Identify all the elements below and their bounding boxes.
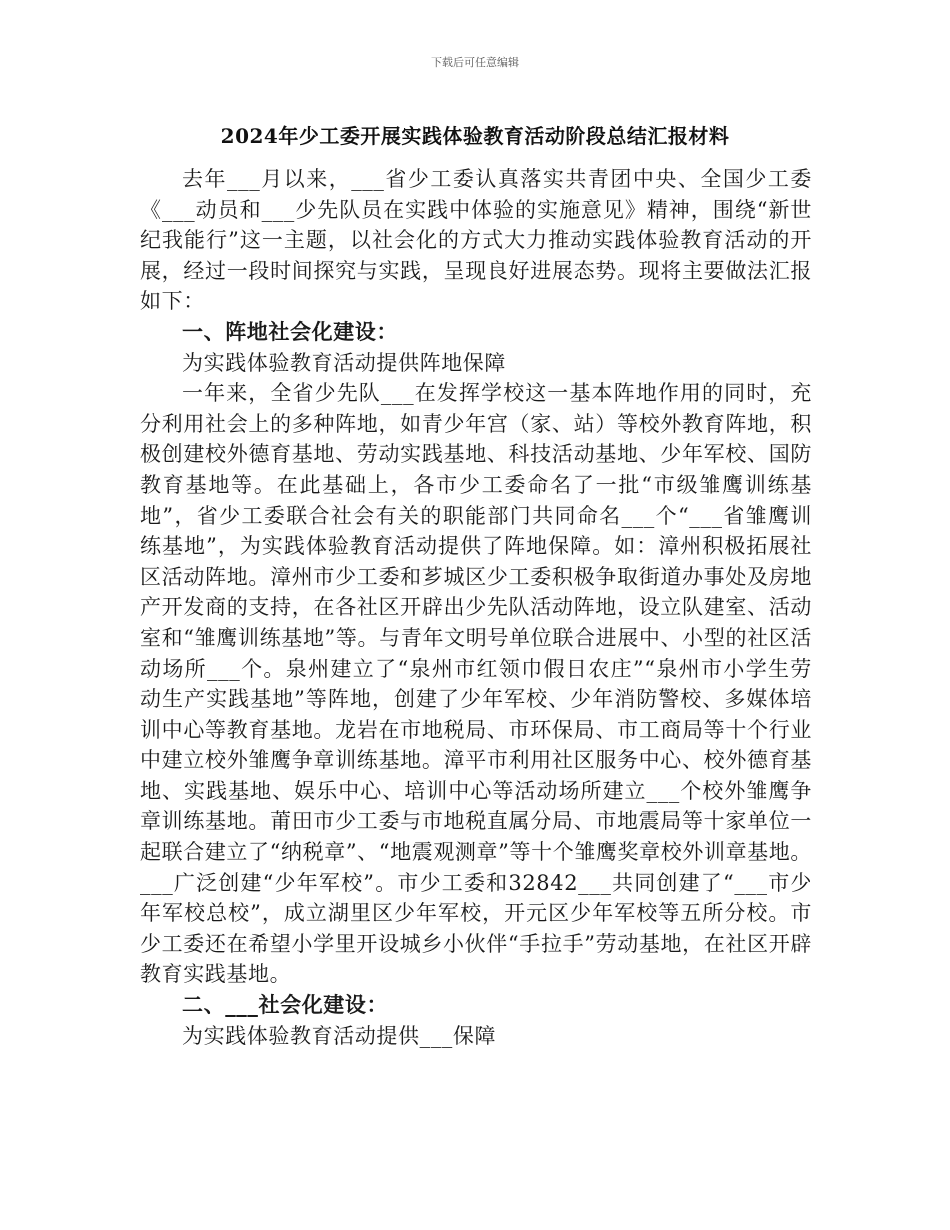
section-heading-2: 二、___社会化建设： [182, 992, 389, 1018]
paragraph-section-1: 一年来，全省少先队___在发挥学校这一基本阵地作用的同时，充分利用社会上的多种阵地，如青少年宫（家、站）等校外教育阵地，积极创建校外德育基地、劳动实践基地、科技活动基地、少年军校、国防教育基地等。在此基础上，各市少工委命名了一批“市级雏鹰训练基地”，省少工委联合社会有关的职能部门共同命名___个“___省雏鹰训练基地”，为实践体验教育活动提供了阵地保障。如：漳州积极拓展社区活动阵地。漳州市少工委和芗城区少工委积极争取街道办事处及房地产开发商的支持，在各社区开辟出少先队活动阵地，设立队建室、活动室和“雏鹰训练基地”等。与青年文明号单位联合进展中、小型的社区活动场所___个。泉州建立了“泉州市红领巾假日农庄”“泉州市小学生劳动生产实践基地”等阵地，创建了少年军校、少年消防警校、多媒体培训中心等教育基地。龙岩在市地税局、市环保局、市工商局等十个行业中建立校外雏鹰争章训练基地。漳平市利用社区服务中心、校外德育基地、实践基地、娱乐中心、培训中心等活动场所建立___个校外雏鹰争章训练基地。莆田市少工委与市地税直属分局、市地震局等十家单位一起联合建立了“纳税章”、“地震观测章”等十个雏鹰奖章校外训章基地。___广泛创建“少年军校”。市少工委和32842___共同创建了“___市少年军校总校”，成立湖里区少年军校，开元区少年军校等五所分校。市少工委还在希望小学里开设城乡小伙伴“手拉手”劳动基地，在社区开辟教育实践基地。 [140, 381, 812, 987]
document-body [140, 164, 812, 1051]
header-note: 下载后可任意编辑 [431, 56, 519, 69]
section-subtitle-1: 为实践体验教育活动提供阵地保障 [182, 350, 506, 375]
section-subtitle-2: 为实践体验教育活动提供___保障 [182, 1023, 497, 1048]
section-heading-1: 一、阵地社会化建设： [182, 318, 398, 344]
document-title: 2024年少工委开展实践体验教育活动阶段总结汇报材料 [220, 124, 730, 148]
paragraph-intro: 去年___月以来，___省少工委认真落实共青团中央、全国少工委《___动员和___少先队员在实践中体验的实施意见》精神，围绕“新世纪我能行”这一主题，以社会化的方式大力推动实践体验教育活动的开展，经过一段时间探究与实践，呈现良好进展态势。现将主要做法汇报如下： [140, 167, 812, 314]
